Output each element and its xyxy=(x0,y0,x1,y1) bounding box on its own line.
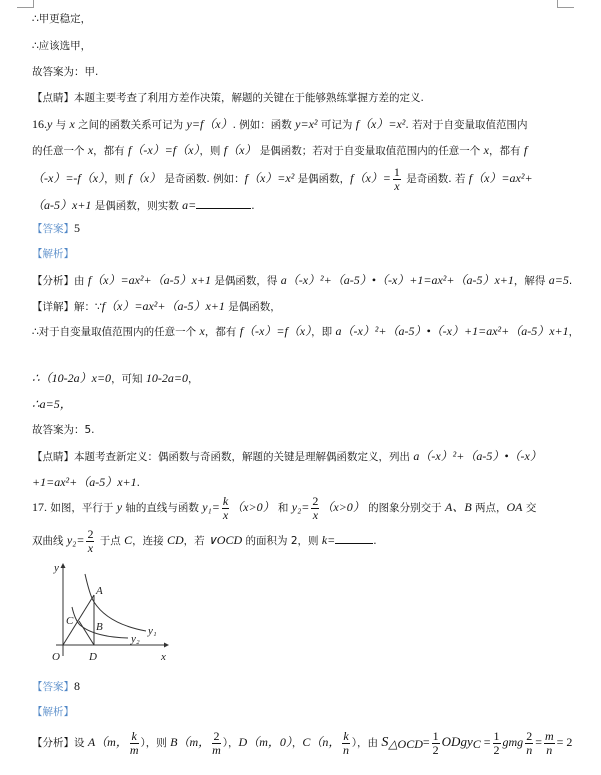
q17-row2 xyxy=(32,525,377,556)
dianjing-tag: 【点睛】 xyxy=(32,451,74,463)
math: x xyxy=(199,324,205,338)
q16-dianjing-line xyxy=(32,449,542,464)
math: 10-2a=0 xyxy=(145,371,188,385)
text: ，若 xyxy=(183,535,209,547)
denominator: x xyxy=(394,178,400,193)
math: a（-x）²+（a-5）•（-x） xyxy=(413,449,542,463)
text: ，可知 xyxy=(111,373,146,385)
q16-dianjing-line2 xyxy=(32,475,140,490)
math: C（n， xyxy=(302,735,341,749)
math: y xyxy=(116,500,123,514)
numerator: 1 xyxy=(393,164,400,179)
label-y2: y₂ xyxy=(131,633,140,645)
text: ，都有 xyxy=(204,326,240,338)
q16-answer-line xyxy=(32,221,80,236)
figure-svg xyxy=(28,558,178,668)
answer-blank xyxy=(196,198,251,209)
text: 轴的直线与函数 xyxy=(122,502,203,514)
math: x xyxy=(87,143,94,157)
subscript: C xyxy=(472,737,481,751)
text: 是偶函数，得 xyxy=(211,275,281,287)
text-line: ∴甲更稳定， xyxy=(32,13,92,25)
numerator: 1 xyxy=(432,728,439,743)
answer-tag: 【答案】 xyxy=(32,681,74,693)
label-D: D xyxy=(89,651,97,663)
math: f（x） xyxy=(128,171,162,185)
math: f（x）=ax²+（a-5）x+1 xyxy=(101,299,225,313)
math: f（x）=x² xyxy=(244,171,295,185)
math: C xyxy=(124,533,133,547)
denominator: 2 xyxy=(493,742,500,757)
numerator: m xyxy=(544,728,554,743)
math: k= xyxy=(321,533,336,547)
comment-tag: 【点睛】 xyxy=(32,92,74,104)
q16-row1 xyxy=(32,117,528,132)
math: y xyxy=(47,117,53,131)
text: ，则 xyxy=(104,173,129,185)
q16-row2 xyxy=(32,143,527,158)
math: a= xyxy=(182,198,197,212)
denominator: n xyxy=(343,742,350,757)
math: ∨OCD xyxy=(208,533,243,547)
text: ，都有 xyxy=(93,145,129,157)
fraction xyxy=(86,528,94,555)
label-C: C xyxy=(66,615,74,627)
text: 两点， xyxy=(471,502,507,514)
text: . xyxy=(568,275,573,287)
math: y=x² xyxy=(295,117,318,131)
text: 是奇函数. 例如： xyxy=(161,173,245,185)
fenxi-tag: 【分析】 xyxy=(32,275,74,287)
q16-step1-line xyxy=(32,324,579,339)
text: . xyxy=(251,200,255,212)
math: f（x） xyxy=(223,143,257,157)
q16-step3-line xyxy=(32,397,72,412)
text: 设 xyxy=(74,737,88,749)
text-line: ∴应该选甲， xyxy=(32,40,92,52)
math: f（-x）=f（x） xyxy=(239,324,312,338)
math: f（x）= xyxy=(350,171,391,185)
label-x: x xyxy=(161,651,166,663)
text: . 例如：函数 xyxy=(232,119,296,131)
text: 是偶函数， xyxy=(294,173,351,185)
text: 如图，平行于 xyxy=(47,502,117,514)
math: = xyxy=(422,735,430,749)
text: 可记为 xyxy=(317,119,356,131)
q16-step2-line xyxy=(32,371,199,386)
text: 是偶函数，则实数 xyxy=(91,200,183,212)
q17-row1 xyxy=(32,492,536,523)
comment-line xyxy=(32,91,424,105)
y-axis-arrow-icon xyxy=(61,563,66,568)
analysis-tag: 【解析】 xyxy=(32,248,74,260)
fraction xyxy=(130,730,139,757)
subscript: △OCD xyxy=(388,737,423,751)
math: f（x）=ax²+（a-5）x+1 xyxy=(87,273,212,287)
text: ∴对于自变量取值范围内的任意一个 xyxy=(32,326,200,338)
denominator: x xyxy=(312,507,319,522)
text: ， xyxy=(188,373,199,385)
math: （-x）=-f（x） xyxy=(32,171,105,185)
q16-step4-line xyxy=(32,423,95,437)
q16-analysis-line xyxy=(32,247,74,261)
fraction xyxy=(525,730,533,757)
text: ，即 xyxy=(311,326,336,338)
denominator: x xyxy=(222,507,229,522)
math: S xyxy=(381,735,389,750)
text: 故答案为：5. xyxy=(32,424,95,436)
denominator: n xyxy=(526,742,533,757)
text: 是偶函数， xyxy=(224,301,281,313)
fraction xyxy=(493,730,501,757)
math: = xyxy=(535,735,542,749)
text: . xyxy=(136,477,140,489)
math: D（m，0） xyxy=(238,735,292,749)
math: y₁= xyxy=(202,500,220,514)
label-y1: y₁ xyxy=(148,625,157,637)
text: ，连接 xyxy=(132,535,167,547)
denominator: n xyxy=(546,742,553,757)
label-O: O xyxy=(52,651,60,663)
math: +1=ax²+（a-5）x+1 xyxy=(32,475,137,489)
text: 双曲线 xyxy=(32,535,67,547)
numerator: 2 xyxy=(213,728,220,743)
text: 和 xyxy=(274,502,292,514)
fraction xyxy=(432,730,440,757)
text: 交 xyxy=(522,502,537,514)
math: a（-x）²+（a-5）•（-x）+1=ax²+（a-5）x+1 xyxy=(280,273,514,287)
denominator: m xyxy=(129,742,139,757)
text: 是奇函数. 若 xyxy=(402,173,469,185)
text: 与 xyxy=(52,119,70,131)
math: B（m， xyxy=(170,735,211,749)
q16-row4 xyxy=(32,198,255,213)
label-y: y xyxy=(54,562,59,574)
fraction xyxy=(393,166,401,193)
numerator: 2 xyxy=(312,493,319,508)
numerator: k xyxy=(131,728,137,743)
q17-answer-line xyxy=(32,679,80,694)
math: ODgy xyxy=(441,734,473,749)
page-corner-mark-left xyxy=(17,0,34,8)
text: ）， xyxy=(222,737,239,749)
text: 之间的函数关系可记为 xyxy=(74,119,187,131)
fraction xyxy=(342,730,349,757)
hyperbola-figure xyxy=(28,558,178,668)
segment-CD xyxy=(79,621,94,645)
math: f（x）=x² xyxy=(355,117,406,131)
numerator: k xyxy=(222,493,229,508)
fraction xyxy=(544,730,555,757)
denominator: 2 xyxy=(432,742,439,757)
answer-value: 5 xyxy=(74,221,80,235)
text: . 若对于自变量取值范围内 xyxy=(405,119,528,131)
analysis-tag: 【解析】 xyxy=(32,706,74,718)
text: 本题考查新定义：偶函数与奇函数，解题的关键是理解偶函数定义，列出 xyxy=(74,451,414,463)
fraction xyxy=(222,495,229,522)
text: 是偶函数；若对于自变量取值范围内的任意一个 xyxy=(256,145,484,157)
math: CD xyxy=(167,533,184,547)
text: ，都有 xyxy=(488,145,524,157)
numerator: 2 xyxy=(87,526,94,541)
math: A（m， xyxy=(87,735,128,749)
comment-text: 本题主要考查了利用方差作决策，解题的关键在于能够熟练掌握方差的定义. xyxy=(74,92,424,104)
xiangjie-tag: 【详解】 xyxy=(32,301,74,313)
math: = xyxy=(480,735,491,749)
math: f（-x）=f（x） xyxy=(128,143,200,157)
answer-value: 8 xyxy=(74,679,80,693)
math: x xyxy=(69,117,75,131)
text: ，解得 xyxy=(513,275,549,287)
q16-row3 xyxy=(32,164,533,193)
text: 的面积为 2，则 xyxy=(242,535,322,547)
text: ），则 xyxy=(140,737,171,749)
math: = 2 xyxy=(556,735,573,749)
text: 于点 xyxy=(96,535,125,547)
text: ， xyxy=(291,737,303,749)
text: 的任意一个 xyxy=(32,145,88,157)
math: ∴a=5， xyxy=(32,397,72,411)
text-line: 故答案为：甲. xyxy=(32,66,99,78)
math: （x>0） xyxy=(321,500,365,514)
q17-analysis-line xyxy=(32,705,74,719)
math: a（-x）²+（a-5）•（-x）+1=ax²+（a-5）x+1 xyxy=(335,324,569,338)
label-A: A xyxy=(96,585,103,597)
math: y=f（x） xyxy=(186,117,233,131)
numerator: k xyxy=(343,728,349,743)
x-axis-arrow-icon xyxy=(164,643,169,648)
q16-fenxi-line xyxy=(32,273,572,288)
text: 由 xyxy=(74,275,88,287)
label-B: B xyxy=(96,621,103,633)
text: 解：∵ xyxy=(74,301,102,313)
question-number: 16. xyxy=(32,117,47,131)
numerator: 1 xyxy=(493,728,500,743)
denominator: m xyxy=(212,742,221,757)
text: ， xyxy=(568,326,580,338)
q17-fenxi-line xyxy=(32,727,572,759)
math: A、B xyxy=(445,500,472,514)
math: （a-5）x+1 xyxy=(32,198,92,212)
numerator: 2 xyxy=(526,728,533,743)
math: （x>0） xyxy=(231,500,275,514)
math: y₂= xyxy=(66,533,85,547)
fenxi-tag: 【分析】 xyxy=(32,737,74,749)
text: . xyxy=(373,535,377,547)
answer-tag: 【答案】 xyxy=(32,223,74,235)
math: x xyxy=(483,143,489,157)
math: f（x）=ax²+ xyxy=(468,171,533,185)
text: ，则 xyxy=(199,145,224,157)
text: 的图象分别交于 xyxy=(364,502,445,514)
fraction xyxy=(212,730,221,757)
answer-blank xyxy=(335,533,373,544)
math: a=5 xyxy=(548,273,569,287)
math: gmg xyxy=(502,735,524,749)
math: OA xyxy=(506,500,523,514)
denominator: x xyxy=(87,540,94,555)
page-corner-mark-right xyxy=(557,0,574,8)
text: ），由 xyxy=(351,737,382,749)
fraction xyxy=(311,495,319,522)
question-number: 17. xyxy=(32,500,47,514)
math: ∴（10-2a）x=0 xyxy=(32,371,112,385)
math: y₂= xyxy=(291,500,310,514)
q16-xiangjie-line xyxy=(32,299,281,314)
math: f xyxy=(523,143,528,157)
